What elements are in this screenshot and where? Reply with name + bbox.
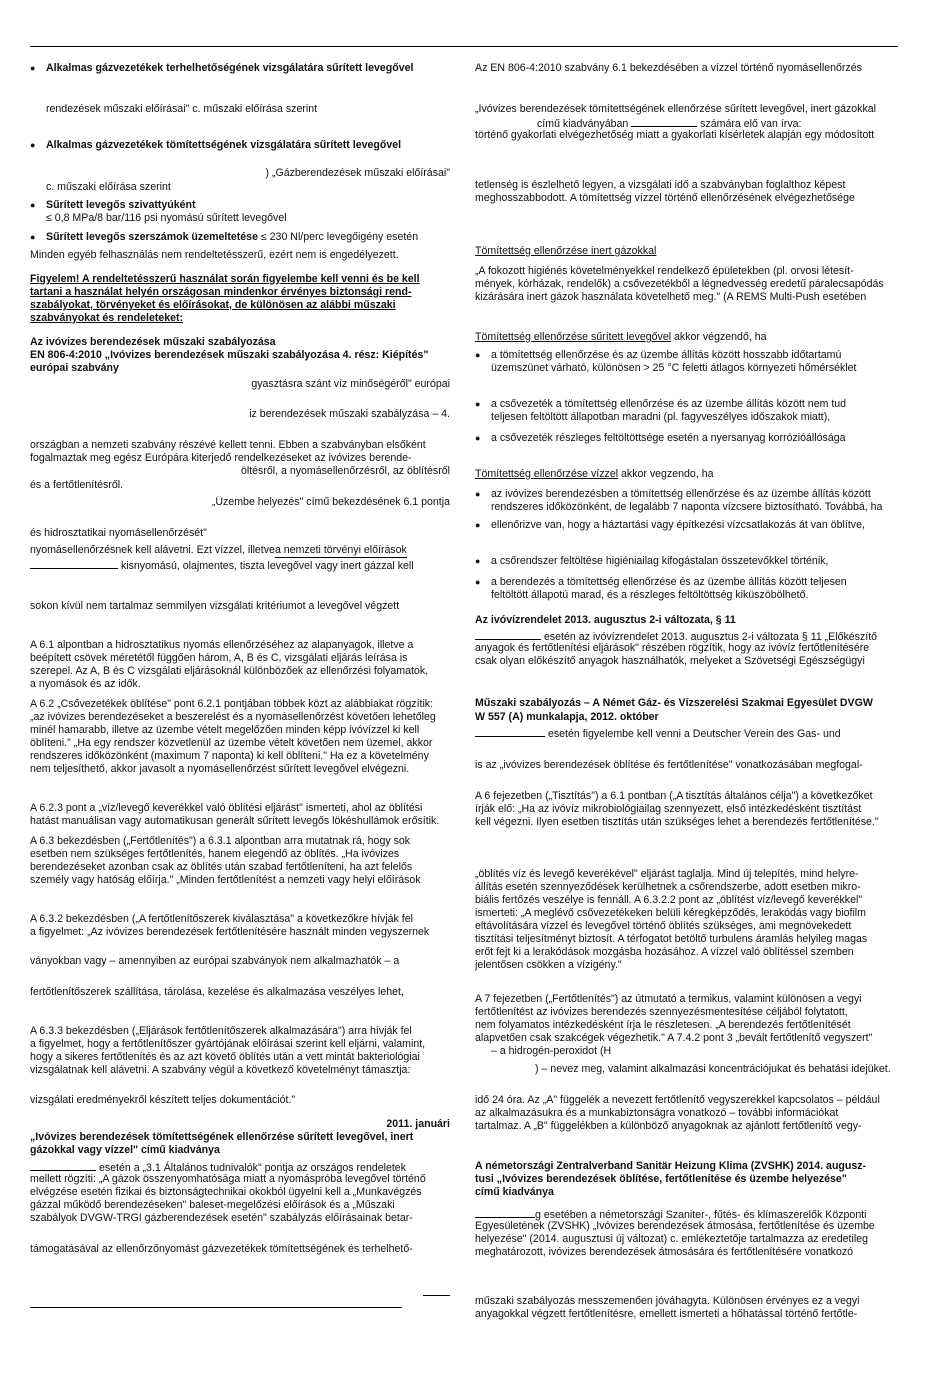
text-line <box>30 750 450 763</box>
text-line <box>30 212 450 225</box>
text-line <box>475 103 898 116</box>
text-line <box>30 815 450 828</box>
text-line <box>30 452 450 465</box>
text-line <box>30 496 450 509</box>
redacted-blank <box>475 726 545 737</box>
text-line <box>30 926 450 939</box>
line-text: W 557 (A) munkalapja, 2012. október <box>475 711 659 723</box>
line-text: beépített csövek méretétől függően három, A, B és C, vizsgálati eljárás leírása is <box>30 652 408 664</box>
text-line <box>475 946 898 959</box>
line-text: a csővezeték részleges feltöltöttsége esetén a nyersanyag korrózióállósága <box>491 432 846 444</box>
line-text: ellenőrizve van, hogy a háztartási vagy építkezési vízcsatlakozás át van öblítve, <box>491 519 865 531</box>
line-highlight: a nemzeti törvényi előírások <box>274 544 407 556</box>
line-text: mellett rögzíti: „A gázok összenyomhatósága miatt a nyomáspróba levegővel történő <box>30 1173 426 1185</box>
text-line <box>30 986 450 999</box>
line-rest: akkor végzendő, ha <box>671 331 767 343</box>
line-text: fertőtlenítőszerek szállítása, tárolása, kezelése és alkalmazása veszélyes lehet, <box>30 986 404 998</box>
text-line <box>30 558 450 573</box>
text-line <box>475 265 898 278</box>
text-line <box>475 803 898 816</box>
text-line <box>475 1063 898 1076</box>
text-line <box>475 920 898 933</box>
line-text: Egyesületének (ZVSHK) „Ivóvizes berendezések átmosása, fertőtlenítése és üzembe <box>475 1220 875 1232</box>
line-text: fertőtlenítést az ivóvizes berendezés szennyezésmentesítése céljából folytatott, <box>475 1006 848 1018</box>
line-text: és a fertőtlenítésről. <box>30 479 124 491</box>
text-line <box>30 362 450 375</box>
line-text: kell végezni. Ilyen esetben tisztítás után szükséges lehet a berendezés fertőtlenítése." <box>475 816 879 828</box>
line-text: anyagokkal végzett fertőtlenítésre, emellett ismerteti a hőhatással történő fertőtle- <box>475 1308 858 1320</box>
text-line <box>30 1212 450 1225</box>
text-line <box>30 1243 450 1256</box>
text-line <box>30 439 450 452</box>
line-text: c. műszaki előírása szerint <box>46 181 171 193</box>
line-text: nyomásellenőrzésnek kell alávetni. Ezt vízzel, illetve <box>30 544 275 556</box>
line-text: ) – nevez meg, valamint alkalmazási koncentrációjukat és behatási idejüket. <box>535 1063 891 1075</box>
text-line <box>475 1107 898 1120</box>
text-line <box>475 1019 898 1032</box>
line-prefix: című kiadványában <box>537 118 632 130</box>
line-text: alapvetően csak szakcégek végezhetik." A 7.4.2 pont 3 „bevált fertőtlenítő vegyszert" <box>475 1032 873 1044</box>
line-text: idő 24 óra. Az „A" függelék a nevezett fertőtlenítő vegyszerekkel kapcsolatos – például <box>475 1094 880 1106</box>
text-line <box>30 724 450 737</box>
text-line <box>30 408 450 421</box>
line-text: A németországi Zentralverband Sanitär Heizung Klima (ZVSHK) 2014. augusz- <box>475 1160 867 1172</box>
line-text: írják elő: „Ha az ivóvíz mikrobiológiailag szennyezett, első intézkedésként tisztítást <box>475 803 862 815</box>
text-line <box>30 1094 450 1107</box>
text-line <box>30 139 450 152</box>
text-line <box>475 245 898 258</box>
line-text: a tömítettség ellenőrzése és az üzembe állítás között hosszabb időtartamú <box>491 349 842 361</box>
line-text: berendezéseket azonban csak az öblítés után szabad fertőtleníteni, ha azt felelős <box>30 861 413 873</box>
line-text: esetén a „3.1 Általános tudnivalók" pontja az országos rendeletek <box>96 1162 406 1174</box>
redacted-blank <box>30 1160 96 1171</box>
line-text: ≤ 0,8 MPa/8 bar/116 psi nyomású sűrített levegővel <box>46 212 287 224</box>
line-text: tartalmaz. A „B" függelékben a különböző anyagoknak az ajánlott fertőtlenítő vegy- <box>475 1120 862 1132</box>
text-line <box>30 349 450 362</box>
text-line <box>475 726 898 741</box>
text-line <box>475 432 898 445</box>
text-line <box>30 336 450 349</box>
line-text: „Ivóvizes berendezések tömítettségének ellenőrzése sűrített levegővel, inert gázokkal <box>475 103 877 115</box>
text-line <box>30 231 450 244</box>
text-line <box>30 665 450 678</box>
line-text: A 6.2 „Csővezetékek öblítése" pont 6.2.1 pontjában többek közt az alábbiakat rögzítik: <box>30 698 434 710</box>
text-line <box>30 1118 450 1131</box>
text-line <box>475 697 898 710</box>
redacted-blank <box>30 558 118 569</box>
text-line <box>475 62 898 75</box>
line-text: az ivóvizes berendezésben a tömítettség ellenőrzése és az üzembe állítás között <box>491 488 871 500</box>
line-text: A 6.3 bekezdésben („Fertőtlenítés") a 6.3.1 alpontban arra mutatnak rá, hogy sok <box>30 835 411 847</box>
text-line <box>30 835 450 848</box>
text-line <box>475 589 898 602</box>
text-line <box>30 286 450 299</box>
text-line <box>475 881 898 894</box>
line-text: ) „Gázberendezések műszaki előírásai" <box>265 167 450 179</box>
line-text: a figyelmet, hogy a fertőtlenítőszer gyártójának előírásai szerint kell eljárni, valamint, <box>30 1038 426 1050</box>
text-line <box>475 907 898 920</box>
text-line <box>30 848 450 861</box>
text-line <box>30 1038 450 1051</box>
text-line <box>475 1094 898 1107</box>
text-line <box>475 816 898 829</box>
line-text: 2011. januári <box>386 1118 450 1130</box>
line-text: öltésről, a nyomásellenőrzésről, az öblítésről <box>240 465 450 477</box>
text-line <box>475 1220 898 1233</box>
line-text: „Üzembe helyezés" című bekezdésének 6.1 pontja <box>211 496 450 508</box>
text-line <box>475 1308 898 1321</box>
text-line <box>30 652 450 665</box>
line-text: történő gyakorlati elvégezhetőség miatt a gyakorlati kísérletek alapján egy módosított <box>475 129 875 141</box>
text-line <box>475 1246 898 1259</box>
line-text: mények, kórházak, rendelők) a csővezetékből a légnedvesség eredetű páralecsapódás <box>475 278 884 290</box>
text-line <box>475 711 898 724</box>
text-line <box>30 763 450 776</box>
line-rest: ≤ 230 Nl/perc levegőigény esetén <box>257 231 419 243</box>
footer-rule-short <box>423 1295 450 1296</box>
line-text: gyasztásra szánt víz minőségéről" európai <box>251 378 450 390</box>
text-line <box>30 711 450 724</box>
text-line <box>475 331 898 344</box>
line-text: gázzal működő berendezéseken" baleset-megelőzési előírások és a „Műszaki <box>30 1199 395 1211</box>
line-text: A 6.1 alpontban a hidrosztatikus nyomás ellenőrzéséhez az alapanyagok, illetve a <box>30 639 414 651</box>
text-line <box>30 249 450 262</box>
text-line <box>30 299 450 312</box>
text-line <box>475 349 898 362</box>
line-text: A 7 fejezetben („Fertőtlenítés") az útmutató a termikus, valamint különösen a vegyi <box>475 993 862 1005</box>
text-line <box>475 411 898 424</box>
line-text: a nyomások és az idők. <box>30 678 141 690</box>
line-text: Tömítettség ellenőrzése sűrített levegővel <box>475 331 672 343</box>
line-text: „A fokozott higiénés követelményekkel rendelkező épületekben (pl. orvosi létesít- <box>475 265 854 277</box>
line-text: – a hidrogén-peroxidot (H <box>491 1045 612 1057</box>
footer-rule <box>30 1307 402 1308</box>
line-text: üzemszünet várható, különösen > 25 °C feletti átlagos környezeti hőmérséklet <box>491 362 857 374</box>
line-text: feltöltött állapotú marad, és a részleges feltöltöttség kiküszöbölhető. <box>491 589 809 601</box>
text-line <box>30 737 450 750</box>
redacted-blank <box>475 1207 535 1218</box>
line-text: nem teljesíthető, akkor javasolt a nyomásellenőrzést sűrített levegővel elvégezni. <box>30 763 410 775</box>
line-text: Műszaki szabályozás – A Német Gáz- és Vízszerelési Szakmai Egyesület DVGW <box>475 697 873 709</box>
text-line <box>475 1032 898 1045</box>
text-line <box>475 759 898 772</box>
line-text: esetén figyelembe kell venni a Deutscher Verein des Gas- und <box>545 728 841 740</box>
text-line <box>30 527 450 540</box>
text-line <box>475 468 898 481</box>
text-line <box>475 291 898 304</box>
text-line <box>475 1045 898 1058</box>
text-line <box>30 1064 450 1077</box>
text-line <box>30 1186 450 1199</box>
line-text: az alkalmazásukra és a munkabiztonságra vonatkozó – további információkat <box>475 1107 839 1119</box>
line-text: személy vagy hatóság előírja." „Minden fertőtlenítést a nemzeti vagy helyi előírások <box>30 874 421 886</box>
line-text: ványokban vagy – amennyiben az európai szabványok nem alkalmazhatók – a <box>30 955 400 967</box>
text-line <box>475 959 898 972</box>
text-line <box>475 655 898 668</box>
line-text: kizárására inert gázok használata követelhető meg." (A REMS Multi-Push esetében <box>475 291 867 303</box>
line-text: anyagok és fertőtlenítési eljárások" részében rögzítik, hogy az ivóvíz fertőtlenítésére <box>475 642 870 654</box>
text-line <box>475 1186 898 1199</box>
line-text: hogy a sikeres fertőtlenítés és az azt követő öblítés után a vett mintát bakteriológiai <box>30 1051 420 1063</box>
line-text: vizsgálati eredményekről készített teljes dokumentációt." <box>30 1094 296 1106</box>
line-text: Alkalmas gázvezetékek terhelhetőségének vizsgálatára sűrített levegővel <box>46 62 414 74</box>
line-text: fogalmaztak meg egész Európára kiterjedő rendelkezéseket az ivóvizes berende- <box>30 452 412 464</box>
line-text: műszaki szabályozás messzemenően jóváhagyta. Különösen érvényes ez a vegyi <box>475 1295 860 1307</box>
line-text: Minden egyéb felhasználás nem rendeltetésszerű, ezért nem is engedélyezett. <box>30 249 399 261</box>
text-line <box>475 614 898 627</box>
line-text: és hidrosztatikai nyomásellenőrzését" <box>30 527 207 539</box>
text-line <box>30 1144 450 1157</box>
line-text: számára elő van írva: <box>697 118 802 130</box>
text-line <box>475 642 898 655</box>
text-line <box>30 378 450 391</box>
text-line <box>475 1295 898 1308</box>
redacted-blank <box>475 629 541 640</box>
line-rest: akkor vegzendo, ha <box>618 468 714 480</box>
line-text: című kiadványa <box>475 1186 554 1198</box>
text-line <box>30 1131 450 1144</box>
line-text: nem folyamatos intézkedésként írja le részletesen. „A berendezés fertőtlenítését <box>475 1019 851 1031</box>
line-text: EN 806-4:2010 „Ivóvizes berendezések műszaki szabályozása 4. rész: Kiépítés" <box>30 349 429 361</box>
line-text: is az „ivóvizes berendezések öblítése és fertőtlenítése" vonatkozásában megfogal- <box>475 759 863 771</box>
text-line <box>475 933 898 946</box>
line-text: Figyelem! A rendeltetésszerű használat során figyelembe kell venni és be kell <box>30 273 420 285</box>
text-line <box>475 1120 898 1133</box>
line-text: A 6.2.3 pont a „víz/levegő keverékkel való öblítési eljárást" ismerteti, ahol az öblítési <box>30 802 423 814</box>
text-line <box>30 1051 450 1064</box>
line-text: „az ivóvizes berendezéseket a beszerelést és a nyomásellenőrzést követően lehetőleg <box>30 711 436 723</box>
text-line <box>475 501 898 514</box>
line-text: szabályokat, törvényeket és előírásokat, de különösen az alábbi műszaki <box>30 299 396 311</box>
line-text: a berendezés a tömítettség ellenőrzése és az üzembe állítás között teljesen <box>491 576 847 588</box>
text-line <box>30 678 450 691</box>
line-text: biális fertőzés veszélye is fennáll. A 6.3.2.2 pont az „öblítést víz/levegő keverékkel" <box>475 894 863 906</box>
text-line <box>30 199 450 212</box>
text-line <box>30 479 450 492</box>
line-text: Az ivóvizes berendezések műszaki szabályozása <box>30 336 276 348</box>
line-text: Tömítettség ellenőrzése vízzel <box>475 468 619 480</box>
line-text: jelentősen csökken a vízigény." <box>475 959 622 971</box>
text-line <box>475 555 898 568</box>
line-text: csak olyan előkészítő anyagok használhatók, melyeket a Szövetségi Egészségügyi <box>475 655 865 667</box>
line-text: meghatározott, ivóvizes berendezések átmosására és fertőtlenítésére vonatkozó <box>475 1246 854 1258</box>
line-text: A 6.3.2 bekezdésben („A fertőtlenítőszerek kiválasztása" a következőkre hívják fel <box>30 913 413 925</box>
line-text: rendszeres időközönként, de legalább 7 naponta vízcsere biztosítható. Továbbá, ha <box>491 501 883 513</box>
line-text: hatást manuálisan vagy automatikusan generált sűrített levegős lökéshullámok erősítik. <box>30 815 440 827</box>
line-text: Sűrített levegős szivattyúként <box>46 199 196 211</box>
text-line <box>475 993 898 1006</box>
line-text: a csőrendszer feltöltése higiéniailag kifogástalan összetevőkkel történik, <box>491 555 829 567</box>
top-rule <box>30 46 898 47</box>
line-text: tetlenség is észlelhető legyen, a vizsgálati idő a szabványban foglalthoz képest <box>475 179 846 191</box>
line-text: teljesen feltöltött állapotban maradni (pl. fagyveszélyes időszakok miatt), <box>491 411 831 423</box>
text-line <box>475 398 898 411</box>
line-text: a figyelmet: „Az ivóvizes berendezések fertőtlenítésére használt minden vegyszernek <box>30 926 430 938</box>
line-text: országban a nemzeti szabvány részévé kellett tenni. Ebben a szabványban elsőként <box>30 439 426 451</box>
line-text: esetben nem szükséges fertőtlenítés, hanem elegendő az öblítés. „Ha ivóvizes <box>30 848 400 860</box>
text-line <box>475 790 898 803</box>
line-text: „Ivóvizes berendezések tömítettségének ellenőrzése sűrített levegővel, inert <box>30 1131 414 1143</box>
text-line <box>475 1006 898 1019</box>
text-line <box>475 894 898 907</box>
text-line <box>475 519 898 532</box>
line-text: A 6 fejezetben („Tisztítás") a 6.1 pontban („A tisztítás általános célja") a következőket <box>475 790 873 802</box>
line-text: európai szabvány <box>30 362 119 374</box>
line-text: kisnyomású, olajmentes, tiszta levegővel vagy inert gázzal kell <box>118 560 414 572</box>
text-line <box>30 1173 450 1186</box>
line-text: tisztítási teljesítményt biztosít. A térfogatot betöltő turbulens áramlás helyileg magas <box>475 933 868 945</box>
text-line <box>30 802 450 815</box>
text-line <box>30 465 450 478</box>
text-line <box>475 576 898 589</box>
text-line <box>30 1199 450 1212</box>
line-text: A 6.3.3 bekezdésben („Eljárások fertőtlenítőszerek alkalmazására") arra hívják fel <box>30 1025 412 1037</box>
text-line <box>475 1233 898 1246</box>
text-line <box>30 312 450 325</box>
line-text: sokon kívül nem tartalmaz semmilyen vizsgálati kritériumot a levegővel végzett <box>30 600 400 612</box>
line-text: iz berendezések műszaki szabályzása – 4. <box>249 408 450 420</box>
text-line <box>30 639 450 652</box>
line-text: vizsgálatnak kell alávetni. A szabvány végül a következő követelményt támasztja: <box>30 1064 411 1076</box>
text-line <box>30 181 450 194</box>
line-text: elvégzése esetén fizikai és biztonságtechnikai okokból ügyelni kell a „Munkavégzés <box>30 1186 422 1198</box>
line-text: Az EN 806-4:2010 szabvány 6.1 bekezdésében a vízzel történő nyomásellenőrzés <box>475 62 862 74</box>
line-text: g esetében a németországi Szaniter-, fűtés- és klímaszerelők Központi <box>535 1209 867 1221</box>
line-text: szerepel. Az A, B és C vizsgálati eljárásoknál különbözőek az ellenőrzési folyamatok, <box>30 665 429 677</box>
text-line <box>30 103 450 116</box>
text-line <box>30 955 450 968</box>
line-text: rendszeres időközönként (maximum 7 naponta) ki kell öblíteni." Ha ez a követelmény <box>30 750 429 762</box>
line-text: gázokkal vagy vízzel" című kiadványa <box>30 1144 220 1156</box>
text-line <box>475 192 898 205</box>
text-line <box>30 167 450 180</box>
line-text: Sűrített levegős szerszámok üzemeltetése <box>46 231 258 243</box>
line-text: esetén az ivóvízrendelet 2013. augusztus 2-i változata § 11 „Előkészítő <box>541 631 878 643</box>
text-line <box>475 278 898 291</box>
text-line <box>30 913 450 926</box>
text-line <box>30 273 450 286</box>
line-text: Alkalmas gázvezetékek tömítettségének vizsgálatára sűrített levegővel <box>46 139 402 151</box>
text-line <box>475 868 898 881</box>
text-line <box>475 1160 898 1173</box>
redacted-blank <box>631 116 697 127</box>
line-text: minél hamarabb, illetve az üzembe vételt megelőzően minden képp ivóvízzel ki kell <box>30 724 420 736</box>
line-text: erőt fejt ki a lerakódások mozgásba hozásához. A vízzel való öblítéssel szemben <box>475 946 854 958</box>
text-line <box>475 488 898 501</box>
text-line <box>475 362 898 375</box>
text-line <box>30 698 450 711</box>
text-line <box>30 1025 450 1038</box>
line-text: támogatásával az ellenőrzőnyomást gázvezetékek tömítettségének és terhelhető- <box>30 1243 413 1255</box>
line-text: Tömítettség ellenőrzése inert gázokkal <box>475 245 657 257</box>
text-line <box>30 62 450 75</box>
line-text: szabályok DVGW-TRGI gázberendezések esetén" szabályzás előírásainak betar- <box>30 1212 413 1224</box>
line-text: ismerteti: „A meglévő csővezetékeken belüli kéregképződés, lerakódás vagy biofilm <box>475 907 866 919</box>
text-line <box>30 874 450 887</box>
line-text: „öblítés víz és levegő keverékével" eljárást taglalja. Mind új telepítés, mind helyre- <box>475 868 859 880</box>
text-line <box>475 1173 898 1186</box>
line-text: helyezése" (2014. augusztusi új változat) c. emlékeztetője tartalmazza az eredetileg <box>475 1233 868 1245</box>
text-line <box>30 861 450 874</box>
line-text: Az ivóvízrendelet 2013. augusztus 2-i változata, § 11 <box>475 614 736 626</box>
line-text: állítás esetén szennyeződések kerülhetnek a csőrendszerbe, adott esetben mikro- <box>475 881 861 893</box>
line-text: szabványokat és rendeleteket: <box>30 312 184 324</box>
line-text: rendezések műszaki előírásai" c. műszaki előírása szerint <box>46 103 318 115</box>
line-text: meghosszabbodott. A tömítettség vízzel történő ellenőrzésének elvégezhetősége <box>475 192 855 204</box>
text-line <box>30 544 450 558</box>
line-text: tusi „Ivóvizes berendezések öblítése, fertőtlenítése és üzembe helyezése" <box>475 1173 847 1185</box>
line-text: tartani a használat helyén országosan mindenkor érvényes biztonsági rend- <box>30 286 412 298</box>
line-text: a csővezeték a tömítettség ellenőrzése és az üzembe állítás között nem tud <box>491 398 847 410</box>
text-line <box>475 179 898 192</box>
text-line <box>30 600 450 613</box>
text-line <box>475 129 898 142</box>
line-text: öblíteni." „Ha egy rendszer közvetlenül az üzembe vételt követően nem üzemel, akkor <box>30 737 433 749</box>
line-text: eltávolítására vízzel és levegővel történő öblítés szükséges, ami megnövekedett <box>475 920 852 932</box>
